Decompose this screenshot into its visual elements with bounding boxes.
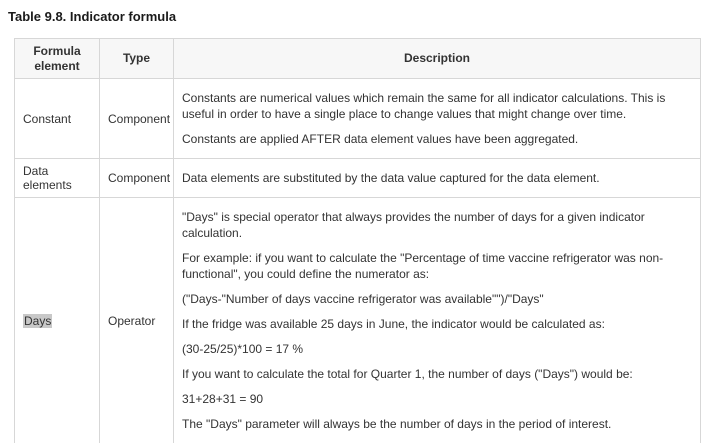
selected-text-days: Days — [24, 313, 52, 328]
description-paragraph: If the fridge was available 25 days in June, the indicator would be calculated as: — [182, 317, 605, 331]
table-row-constant — [15, 79, 701, 159]
description-paragraph: If you want to calculate the total for Quarter 1, the number of days ("Days") would be: — [182, 367, 633, 381]
type-label: Operator — [108, 313, 156, 328]
table-row-data-elements — [15, 159, 701, 198]
description-cell — [174, 198, 701, 443]
type-label: Component — [108, 111, 171, 126]
description-paragraph: "Days" is special operator that always provides the number of days for a given indicator calculation. — [182, 210, 645, 240]
formula-element-cell — [15, 159, 100, 198]
type-cell — [100, 198, 174, 443]
formula-element-label: Data elements — [23, 164, 72, 192]
description-cell — [174, 79, 701, 159]
page-title: Table 9.8. Indicator formula — [8, 9, 177, 24]
description-paragraph: The "Days" parameter will always be the number of days in the period of interest. — [182, 417, 612, 431]
description-paragraph: Data elements are substituted by the data value captured for the data element. — [182, 171, 600, 185]
description-paragraph: Constants are applied AFTER data element values have been aggregated. — [182, 132, 579, 146]
column-header-type: Type — [100, 39, 174, 79]
description-paragraph: (30-25/25)*100 = 17 % — [182, 342, 304, 356]
column-header-formula-element: Formula element — [15, 39, 100, 79]
description-cell — [174, 159, 701, 198]
indicator-formula-table — [14, 38, 701, 443]
column-header-description: Description — [174, 39, 701, 79]
description-paragraph: ("Days-"Number of days vaccine refrigerator was available"")/"Days" — [182, 292, 544, 306]
table-header-row — [15, 39, 701, 79]
description-paragraph: Constants are numerical values which remain the same for all indicator calculations. This is useful in order to have a single place to change values that might change over time. — [182, 91, 666, 121]
description-paragraph: For example: if you want to calculate the "Percentage of time vaccine refrigerator was non-functional", you could define the numerator as: — [182, 251, 664, 281]
formula-element-cell — [15, 198, 100, 443]
type-cell — [100, 159, 174, 198]
type-cell — [100, 79, 174, 159]
table-row-days — [15, 198, 701, 443]
formula-element-cell — [15, 79, 100, 159]
formula-element-label: Constant — [23, 111, 72, 126]
description-paragraph: 31+28+31 = 90 — [182, 392, 264, 406]
type-label: Component — [108, 171, 171, 185]
